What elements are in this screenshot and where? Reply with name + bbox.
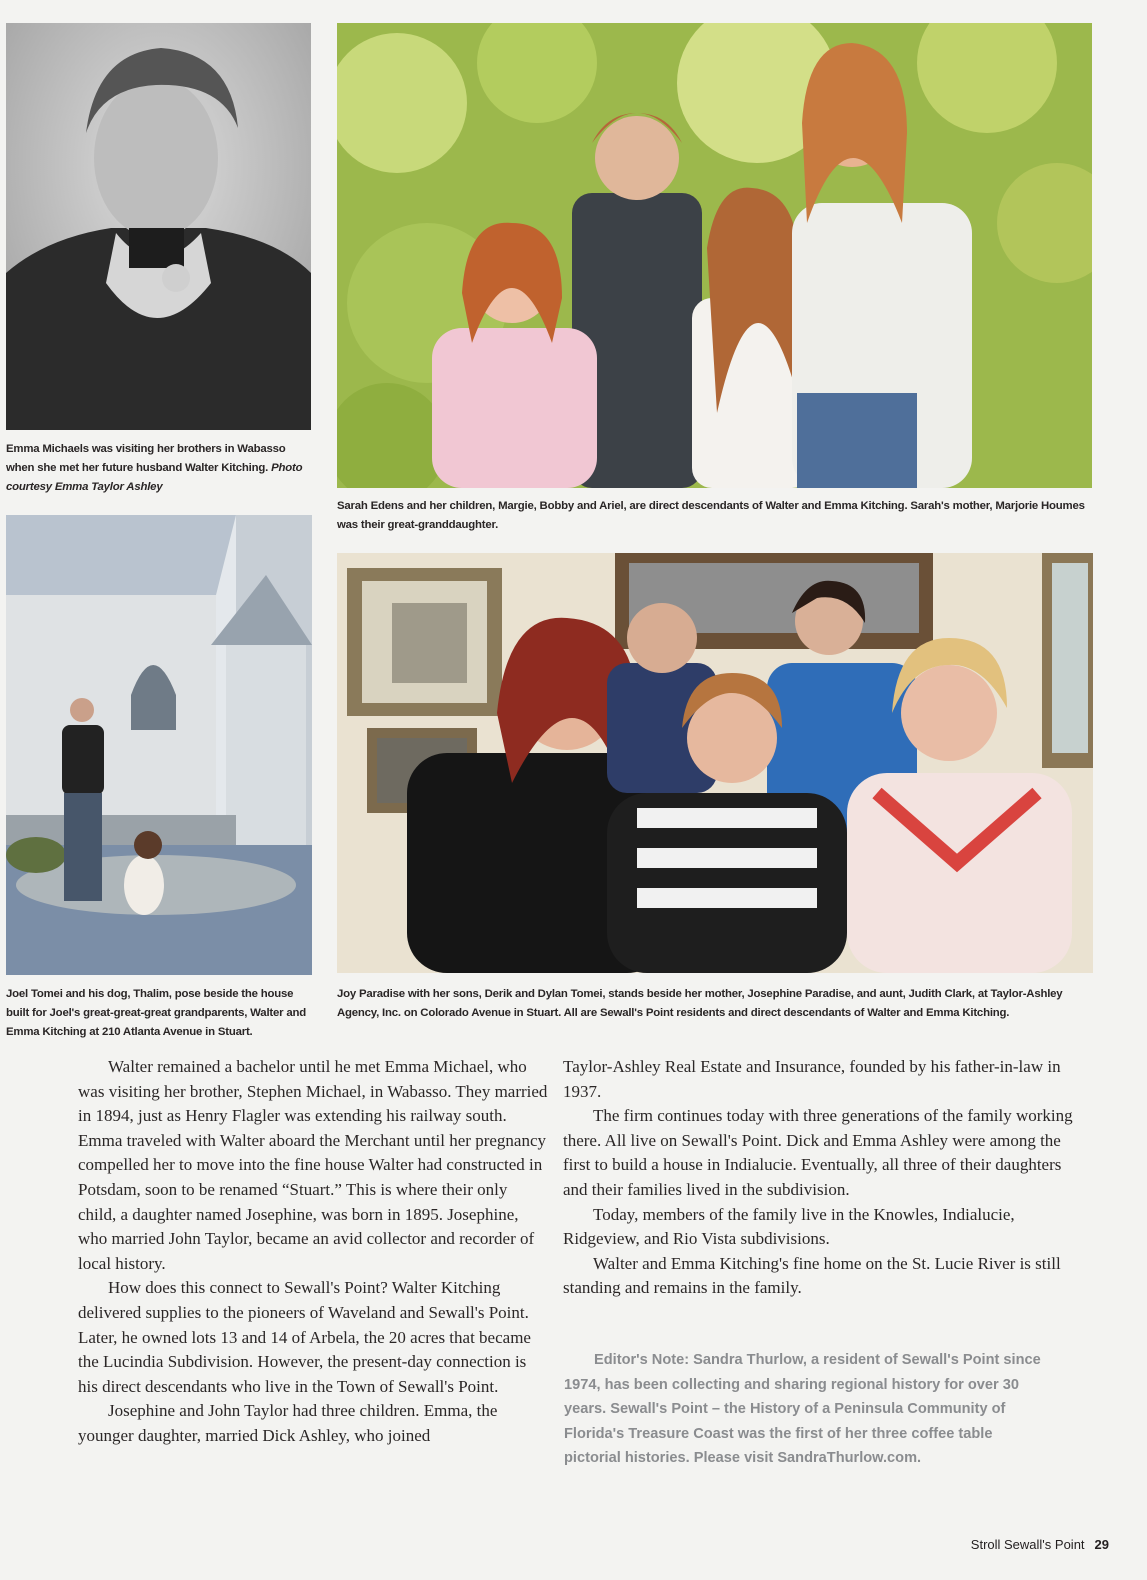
publication-name: Stroll Sewall's Point bbox=[970, 1537, 1085, 1552]
house-caption: Joel Tomei and his dog, Thalim, pose beside the house built for Joel's great-great-great grandparents, Walter and Emma Kitching at 210 Atlanta Avenue in Stuart. bbox=[6, 988, 306, 1038]
emma-caption-credit: Photo courtesy Emma Taylor Ashley bbox=[6, 462, 303, 493]
page-number: 29 bbox=[1094, 1537, 1109, 1552]
family-photo bbox=[337, 23, 1092, 488]
article-paragraph: Taylor-Ashley Real Estate and Insurance, founded by his father-in-law in 1937. bbox=[563, 1057, 1061, 1101]
emma-caption-text: Emma Michaels was visiting her brothers in Wabasso when she met her future husband Walter Kitching. bbox=[6, 443, 286, 474]
article-paragraph: Josephine and John Taylor had three children. Emma, the younger daughter, married Dick Ashley, who joined bbox=[78, 1401, 498, 1445]
article-paragraph: How does this connect to Sewall's Point? Walter Kitching delivered supplies to the pioneers of Waveland and Sewall's Point. Later, he owned lots 13 and 14 of Arbela, the 20 acres that became the Lucindia Subdivision. However, the present-day connection is his direct descendants who live in the Town of Sewall's Point. bbox=[78, 1278, 531, 1396]
agency-photo bbox=[337, 553, 1093, 973]
emma-portrait-photo bbox=[6, 23, 311, 430]
article-paragraph: The firm continues today with three generations of the family working there. All live on Sewall's Point. Dick and Emma Ashley were among the first to build a house in Indialucie. Eventually, all three of their daughters and their families lived in the subdivision. bbox=[563, 1106, 1073, 1199]
article-left-column bbox=[78, 1055, 548, 1449]
family-caption: Sarah Edens and her children, Margie, Bobby and Ariel, are direct descendants of Walter and Emma Kitching. Sarah's mother, Marjorie Houmes was their great-granddaughter. bbox=[337, 500, 1085, 531]
page-footer bbox=[971, 1537, 1109, 1552]
emma-caption bbox=[6, 440, 311, 497]
house-photo bbox=[6, 515, 312, 975]
editor-note bbox=[564, 1348, 1044, 1471]
editor-note-text: Editor's Note: Sandra Thurlow, a resident of Sewall's Point since 1974, has been collecting and sharing regional history for over 30 years. Sewall's Point – the History of a Peninsula Community of Florida's Treasure Coast was the first of her three coffee table pictorial histories. Please visit SandraThurlow.com. bbox=[564, 1352, 1041, 1467]
article-right-column bbox=[563, 1055, 1073, 1301]
article-paragraph: Today, members of the family live in the Knowles, Indialucie, Ridgeview, and Rio Vista subdivisions. bbox=[563, 1204, 1015, 1249]
article-paragraph: Walter and Emma Kitching's fine home on the St. Lucie River is still standing and remains in the family. bbox=[563, 1253, 1061, 1298]
article-paragraph: Walter remained a bachelor until he met Emma Michael, who was visiting her brother, Stephen Michael, in Wabasso. They married in 1894, just as Henry Flagler was extending his railway south. Emma traveled with Walter aboard the Merchant until her pregnancy compelled her to move into the fine house Walter had constructed in Potsdam, soon to be renamed “Stuart.” This is where their only child, a daughter named Josephine, was born in 1895. Josephine, who married John Taylor, became an avid collector and recorder of local history. bbox=[78, 1057, 548, 1273]
agency-caption: Joy Paradise with her sons, Derik and Dylan Tomei, stands beside her mother, Josephine Paradise, and aunt, Judith Clark, at Taylor-Ashley Agency, Inc. on Colorado Avenue in Stuart. All are Sewall's Point residents and direct descendants of Walter and Emma Kitching. bbox=[337, 988, 1063, 1019]
